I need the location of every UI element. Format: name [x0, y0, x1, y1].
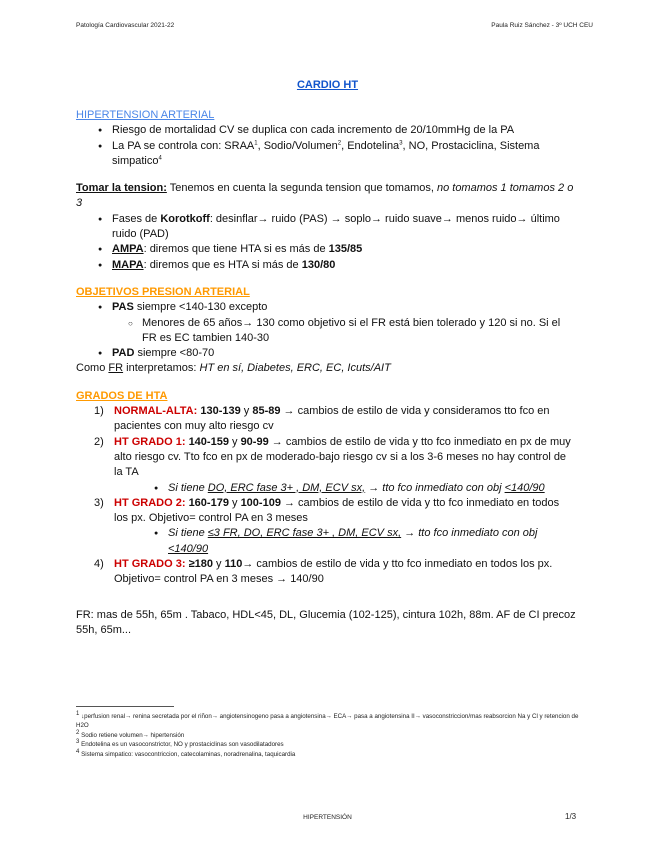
list-item: ● Riesgo de mortalidad CV se duplica con cada incremento de 20/10mmHg de la PA — [98, 123, 576, 138]
list-item: ● PAD siempre <80-70 — [98, 346, 576, 361]
footnote-2: $^2$ Sodio retiene volumen→ hipertensión — [76, 729, 185, 739]
list-item: 3) HT GRADO 2: 160-179 y 100-109 → cambios de estilo de vida y tto fco inmediato en todos los px. Objetivo= control PA en 3 meses ● Si tiene ≤3 FR, DO, ERC fase 3+ , DM, ECV sx, → tto fco inmediato con obj <140/90 — [98, 496, 576, 557]
footnote-ref[interactable]: 2 — [337, 139, 342, 146]
fr-paragraph: FR: mas de 55h, 65m . Tabaco, HDL<45, DL, Glucemia (102-125), cintura 102h, 88m. AF de CI precoz 55h, 65m... — [76, 608, 576, 636]
running-header-author: Paula Ruiz Sánchez - 3º UCH CEU — [491, 22, 593, 29]
footnote-ref[interactable]: 3 — [399, 139, 403, 146]
grado1-sublist — [114, 481, 576, 496]
page-number: 1/3 — [565, 812, 577, 821]
list-item: ● PAS siempre <140-130 excepto ○ Menores de 65 años→ 130 como objetivo si el FR está bien tolerado y 120 si no. Si el FR es EC tambien 140-30 — [98, 300, 576, 346]
fr-interpretation: Como FR interpretamos: HT en sí, Diabetes, ERC, EC, Icuts/AIT — [76, 362, 391, 375]
tension-paragraph: Tomar la tension: Tenemos en cuenta la segunda tension que tomamos, no tomamos 1 tomamos 2 o 3 — [76, 182, 574, 210]
list-item: ○ Menores de 65 años→ 130 como objetivo si el FR está bien tolerado y 120 si no. Si el FR es EC tambien 140-30 — [128, 316, 576, 347]
section-heading-hta: HIPERTENSION ARTERIAL — [76, 109, 215, 121]
grados-list — [76, 404, 576, 588]
footnote-ref[interactable]: 1 — [254, 139, 258, 146]
list-item: 1) NORMAL-ALTA: 130-139 y 85-89 → cambios de estilo de vida y consideramos tto fco en pacientes con muy alto riesgo cv — [94, 405, 550, 433]
page-title: CARDIO HT — [296, 79, 359, 91]
hta-list — [76, 123, 576, 169]
list-item: ● AMPA: diremos que tiene HTA si es más de 135/85 — [98, 242, 576, 257]
list-item: 4) HT GRADO 3: ≥180 y 110→ cambios de estilo de vida y tto fco inmediato en todos los px. Objetivo= control PA en 3 meses → 140/90 — [94, 558, 553, 586]
list-item: ● Fases de Korotkoff: desinflar→ ruido (PAS) → soplo→ ruido suave→ menos ruido→ último ruido (PAD) — [98, 212, 576, 243]
footnotes — [76, 712, 581, 759]
footnote-4: $^4$ Sistema simpatico: vasocontriccion, catecolaminas, noradrenalina, taquicardia — [76, 748, 296, 758]
footnote-ref[interactable]: 4 — [158, 155, 162, 162]
list-item: ● MAPA: diremos que es HTA si más de 130/80 — [98, 258, 576, 273]
running-header-course: Patología Cardiovascular 2021-22 — [76, 22, 175, 29]
list-item: ● La PA se controla con: SRAA$^1$, Sodio/Volumen$^2$, Endotelina$^3$, NO, Prostaciclina, Sistema simpatico$^4$ — [98, 139, 576, 170]
grado2-sublist — [114, 526, 576, 557]
document-body — [76, 108, 576, 638]
section-heading-grados: GRADOS DE HTA — [76, 389, 168, 402]
list-item: ● Si tiene DO, ERC fase 3+ , DM, ECV sx, → tto fco inmediato con obj <140/90 — [154, 481, 576, 496]
footnote-3: $^3$ Endotelina es un vasoconstrictor, NO y prostaciclinas son vasodilatadores — [76, 739, 284, 749]
list-item: 2) HT GRADO 1: 140-159 y 90-99 → cambios de estilo de vida y tto fco inmediato en px de muy alto riesgo cv. Tto fco en px de moderado-bajo riesgo cv si a los 3-6 meses no hay control de la TA ● Si tiene DO, ERC fase 3+ , DM, ECV sx, → tto fco inmediato con obj <140/90 — [98, 435, 576, 496]
footnote-1: $^1$ ↓perfusion renal→ renina secretada por el riñon→ angiotensinogeno pasa a angiotensina→ ECA→ pasa a angiotensina II→ vasoconstriccion/mas reabsorcion Na y Cl y retencion de H2O — [76, 710, 579, 730]
objetivos-list — [76, 300, 576, 361]
running-footer-title: HIPERTENSIÓN — [303, 814, 352, 821]
list-item: ● Si tiene ≤3 FR, DO, ERC fase 3+ , DM, ECV sx, → tto fco inmediato con obj <140/90 — [154, 526, 576, 557]
footnote-divider — [76, 706, 174, 707]
section-heading-objetivos: OBJETIVOS PRESION ARTERIAL — [76, 285, 250, 298]
tension-list — [76, 212, 576, 273]
objetivos-sublist — [112, 316, 576, 347]
